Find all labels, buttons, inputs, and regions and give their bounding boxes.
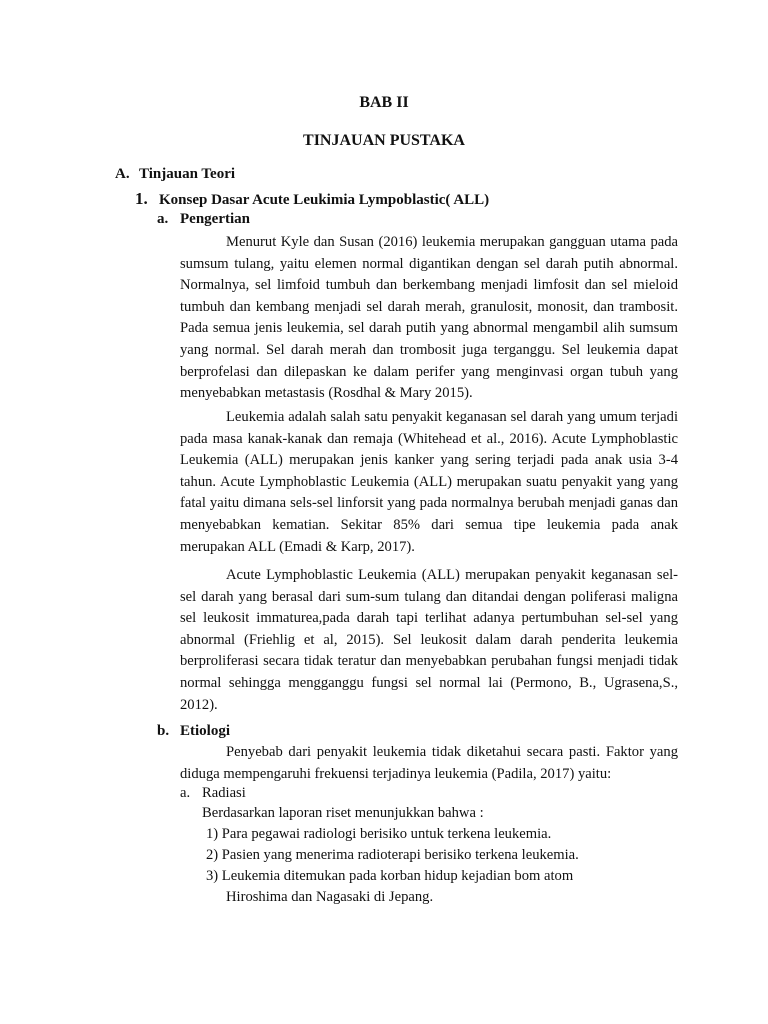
- radiasi-item-1: 1) Para pegawai radiologi berisiko untuk terkena leukemia.: [206, 826, 552, 842]
- chapter-title: TINJAUAN PUSTAKA: [303, 132, 465, 149]
- sub-label-etiologi: Etiologi: [180, 723, 231, 739]
- sub-heading-etiologi: [157, 723, 230, 740]
- etiologi-paragraph: Penyebab dari penyakit leukemia tidak diketahui secara pasti. Faktor yang diduga mempengaruhi frekuensi terjadinya leukemia (Padila, 2017) yaitu:: [180, 744, 678, 782]
- list-marker-a: a.: [180, 785, 191, 801]
- section-label: Tinjauan Teori: [139, 166, 236, 182]
- subsection-marker: 1.: [135, 189, 148, 208]
- radiasi-item-3-continuation: Hiroshima dan Nagasaki di Jepang.: [226, 889, 434, 905]
- pengertian-paragraph-1: Menurut Kyle dan Susan (2016) leukemia merupakan gangguan utama pada sumsum tulang, yaitu elemen normal digantikan dengan sel darah putih abnormal. Normalnya, sel limfoid tumbuh dan berkembang menjadi limfosit dan sel mieloid tumbuh dan kembang menjadi sel darah merah, granulosit, monosit, dan trambosit. Pada semua jenis leukemia, sel darah putih yang abnormal mengambil alih sumsum yang normal. Sel darah merah dan trombosit juga terganggu. Sel leukemia dapat berprofelasi dan dilepaskan ke dalam perifer yang menginvasi organ tubuh yang menyebabkan metastasis (Rosdhal & Mary 2015).: [180, 234, 678, 402]
- section-marker: A.: [115, 166, 130, 182]
- sub-label-pengertian: Pengertian: [180, 211, 250, 227]
- pengertian-paragraph-2: Leukemia adalah salah satu penyakit keganasan sel darah yang umum terjadi pada masa kanak-kanak dan remaja (Whitehead et al., 2016). Acute Lymphoblastic Leukemia (ALL) merupakan jenis kanker yang sering terjadi pada anak usia 3-4 tahun. Acute Lymphoblastic Leukemia (ALL) merupakan suatu penyakit yang yang fatal yaitu dimana sels-sel linforsit yang pada normalnya berubah menjadi ganas dan menyebabkan kematian. Sekitar 85% dari semua tipe leukemia pada anak merupakan ALL (Emadi & Karp, 2017).: [180, 409, 678, 555]
- sub-heading-pengertian: [157, 211, 250, 228]
- pengertian-paragraph-3: Acute Lymphoblastic Leukemia (ALL) merupakan penyakit keganasan sel-sel darah yang berasal dari sum-sum tulang dan ditandai dengan poliferasi maligna sel leukosit immaturea,pada darah tapi terlihat adanya pertumbuhan sel-sel yang abnormal (Friehlig et al, 2015). Sel leukosit dalam darah penderita leukemia berproliferasi secara tidak teratur dan menyebabkan perubahan fungsi menjadi tidak normal sehingga mengganggu fungsi sel normal lai (Permono, B., Ugrasena,S., 2012).: [180, 567, 678, 713]
- sub-marker-b: b.: [157, 723, 170, 739]
- radiasi-item-3: 3) Leukemia ditemukan pada korban hidup kejadian bom atom: [206, 868, 574, 884]
- section-heading-a: [115, 166, 235, 183]
- chapter-number: BAB II: [359, 94, 409, 111]
- subsection-label: Konsep Dasar Acute Leukimia Lympoblastic( ALL): [159, 192, 490, 208]
- sub-marker-a: a.: [157, 211, 169, 227]
- list-heading-radiasi: [180, 785, 246, 802]
- subsection-heading-1: [135, 189, 489, 209]
- radiasi-item-2: 2) Pasien yang menerima radioterapi berisiko terkena leukemia.: [206, 847, 579, 863]
- list-label-radiasi: Radiasi: [202, 785, 246, 801]
- radiasi-intro: Berdasarkan laporan riset menunjukkan bahwa :: [202, 805, 484, 821]
